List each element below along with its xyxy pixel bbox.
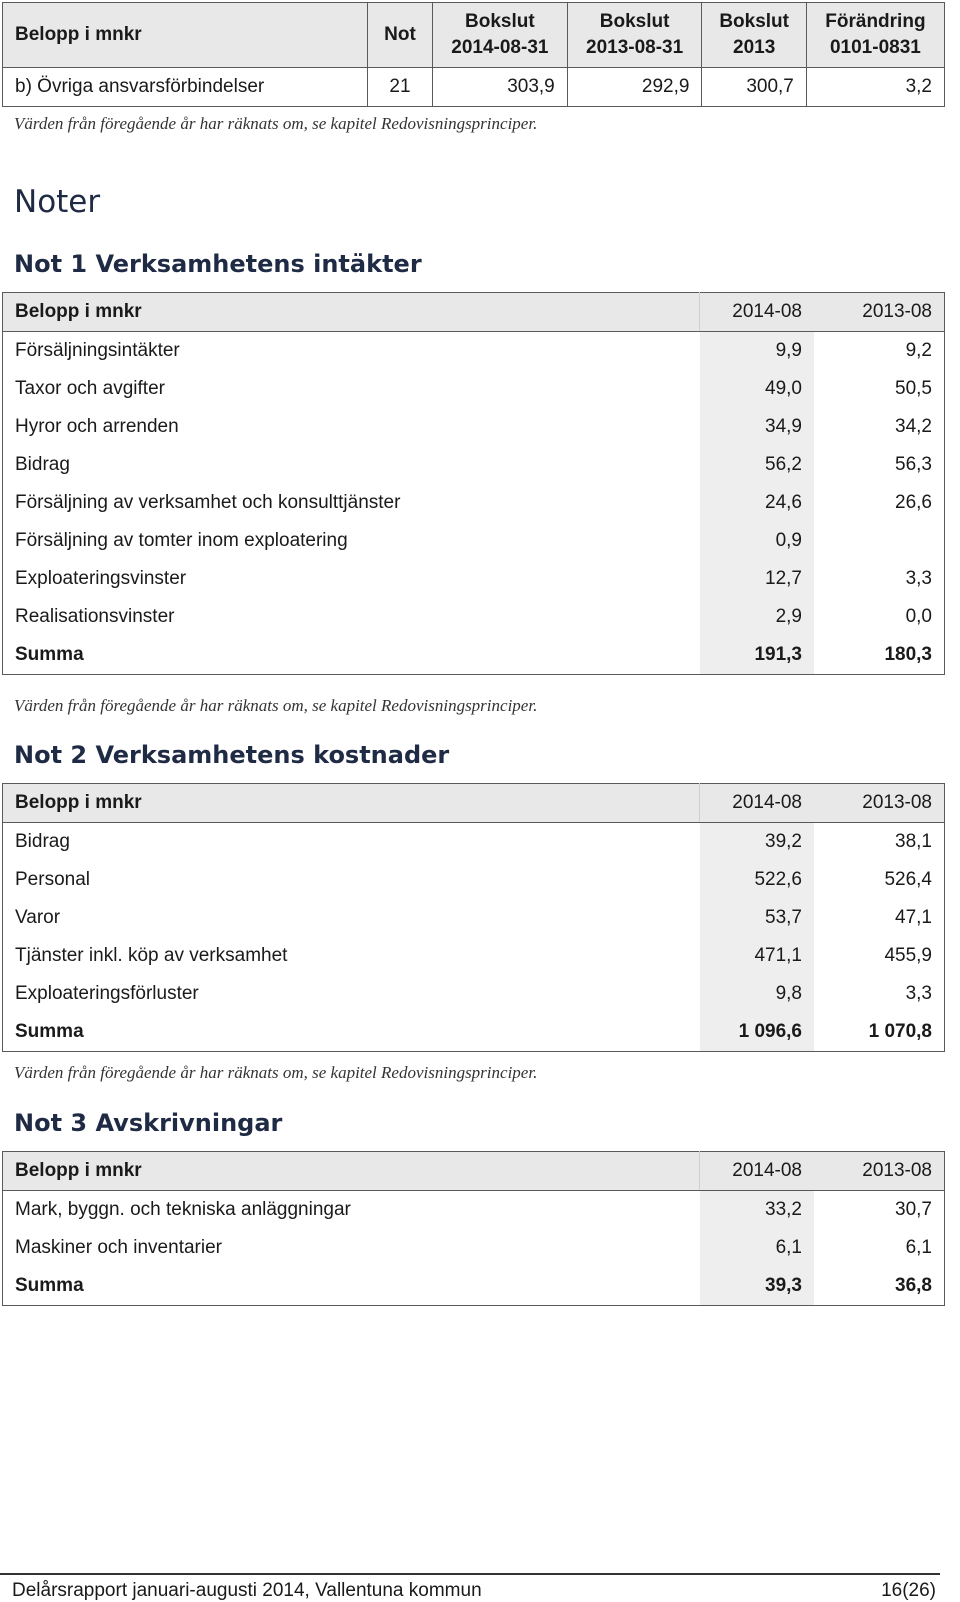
column-header: Bokslut 2013-08-31 xyxy=(567,3,702,68)
table-cell: 9,8 xyxy=(700,975,815,1013)
table-cell: 24,6 xyxy=(700,484,815,522)
column-header: Bokslut 2014-08-31 xyxy=(433,3,568,68)
sum-row xyxy=(3,1267,945,1306)
table-cell: 0,9 xyxy=(700,522,815,560)
row-label: Bidrag xyxy=(15,831,70,852)
table-cell: 49,0 xyxy=(700,370,815,408)
table-cell: 522,6 xyxy=(700,861,815,899)
table-cell: 39,2 xyxy=(700,823,815,862)
column-header: 2013-08 xyxy=(814,784,945,823)
table-cell: 2,9 xyxy=(700,598,815,636)
table-cell: b) Övriga ansvarsförbindelser xyxy=(3,68,368,107)
note-caption: Värden från föregående år har räknats om, se kapitel Redovisningsprinciper. xyxy=(14,114,538,133)
note-1-table xyxy=(2,292,945,675)
table-cell: 191,3 xyxy=(700,636,815,675)
table-cell: 526,4 xyxy=(884,869,932,890)
row-label: Taxor och avgifter xyxy=(15,378,165,399)
table-cell: 303,9 xyxy=(433,68,568,107)
table-cell: 12,7 xyxy=(700,560,815,598)
sum-row xyxy=(3,1013,945,1052)
table-row xyxy=(3,408,945,446)
column-header: Belopp i mnkr xyxy=(3,3,368,68)
note-1-title: Not 1 Verksamhetens intäkter xyxy=(14,250,422,278)
column-header: 2014-08 xyxy=(700,293,815,332)
footer-document-title: Delårsrapport januari-augusti 2014, Vallentuna kommun xyxy=(12,1580,482,1601)
row-label: Försäljning av tomter inom exploatering xyxy=(15,530,348,551)
table-row xyxy=(3,975,945,1013)
table-header-row xyxy=(3,293,945,332)
column-header: 2013-08 xyxy=(814,1152,945,1191)
table-cell: 56,3 xyxy=(895,454,932,475)
note-3-table xyxy=(2,1151,945,1306)
row-label: Exploateringsvinster xyxy=(15,568,187,589)
column-header: Bokslut 2013 xyxy=(702,3,806,68)
table-row xyxy=(3,332,945,371)
column-header: Belopp i mnkr xyxy=(3,784,700,823)
table-row xyxy=(3,823,945,862)
table-row xyxy=(3,446,945,484)
note-2-table xyxy=(2,783,945,1052)
column-header: 2013-08 xyxy=(814,293,945,332)
row-label: Personal xyxy=(15,869,90,890)
table-row xyxy=(3,861,945,899)
table-cell: 47,1 xyxy=(895,907,932,928)
table-cell: 6,1 xyxy=(905,1237,932,1258)
table-cell: 292,9 xyxy=(567,68,702,107)
table-row xyxy=(3,370,945,408)
table-row xyxy=(3,899,945,937)
table-cell: 3,2 xyxy=(806,68,944,107)
table-row xyxy=(3,484,945,522)
table-cell: 1 070,8 xyxy=(868,1021,932,1042)
table-row xyxy=(3,560,945,598)
table-cell: 53,7 xyxy=(700,899,815,937)
row-label: Realisationsvinster xyxy=(15,606,175,627)
column-header: 2014-08 xyxy=(700,1152,815,1191)
table-cell: 455,9 xyxy=(884,945,932,966)
note-caption: Värden från föregående år har räknats om, se kapitel Redovisningsprinciper. xyxy=(14,1063,538,1082)
note-caption: Värden från föregående år har räknats om, se kapitel Redovisningsprinciper. xyxy=(14,696,538,715)
row-label: Maskiner och inventarier xyxy=(15,1237,222,1258)
note-3-title: Not 3 Avskrivningar xyxy=(14,1109,283,1137)
table-cell: 56,2 xyxy=(700,446,815,484)
row-label: Tjänster inkl. köp av verksamhet xyxy=(15,945,288,966)
row-label: Exploateringsförluster xyxy=(15,983,199,1004)
column-header: Belopp i mnkr xyxy=(3,1152,700,1191)
row-label: Varor xyxy=(15,907,61,928)
table-cell: 38,1 xyxy=(895,831,932,852)
row-label: Bidrag xyxy=(15,454,70,475)
row-label: Hyror och arrenden xyxy=(15,416,179,437)
row-label: Summa xyxy=(15,1275,84,1296)
table-row xyxy=(3,937,945,975)
table-cell: 0,0 xyxy=(905,606,932,627)
column-header: Belopp i mnkr xyxy=(3,293,700,332)
table-cell: 9,2 xyxy=(905,340,932,361)
footer-divider xyxy=(0,1573,940,1575)
table-row xyxy=(3,68,945,107)
ansvarsforbindelser-table xyxy=(2,2,945,107)
table-cell: 21 xyxy=(368,68,433,107)
table-cell: 6,1 xyxy=(700,1229,815,1267)
row-label: Summa xyxy=(15,1021,84,1042)
table-header-row xyxy=(3,1152,945,1191)
table-cell xyxy=(814,522,945,560)
table-cell: 180,3 xyxy=(884,644,932,665)
table-row xyxy=(3,1229,945,1267)
table-cell: 30,7 xyxy=(895,1199,932,1220)
table-header-row xyxy=(3,784,945,823)
table-cell: 50,5 xyxy=(895,378,932,399)
table-cell: 39,3 xyxy=(700,1267,815,1306)
table-cell: 9,9 xyxy=(700,332,815,371)
table-cell: 36,8 xyxy=(895,1275,932,1296)
table-cell: 3,3 xyxy=(905,568,932,589)
note-2-title: Not 2 Verksamhetens kostnader xyxy=(14,741,450,769)
column-header: 2014-08 xyxy=(700,784,815,823)
table-row xyxy=(3,598,945,636)
table-cell: 300,7 xyxy=(702,68,806,107)
column-header: Not xyxy=(368,3,433,68)
table-header-row xyxy=(3,3,945,68)
row-label: Summa xyxy=(15,644,84,665)
row-label: Försäljningsintäkter xyxy=(15,340,180,361)
row-label: Mark, byggn. och tekniska anläggningar xyxy=(15,1199,351,1220)
table-row xyxy=(3,522,945,560)
table-cell: 34,2 xyxy=(895,416,932,437)
table-cell: 471,1 xyxy=(700,937,815,975)
table-cell: 3,3 xyxy=(905,983,932,1004)
table-cell: 34,9 xyxy=(700,408,815,446)
column-header: Förändring 0101-0831 xyxy=(806,3,944,68)
row-label: Försäljning av verksamhet och konsulttjänster xyxy=(15,492,401,513)
footer-page-number: 16(26) xyxy=(881,1580,936,1601)
table-cell: 26,6 xyxy=(895,492,932,513)
table-row xyxy=(3,1191,945,1230)
table-cell: 1 096,6 xyxy=(700,1013,815,1052)
section-title: Noter xyxy=(14,184,101,220)
sum-row xyxy=(3,636,945,675)
table-cell: 33,2 xyxy=(700,1191,815,1230)
